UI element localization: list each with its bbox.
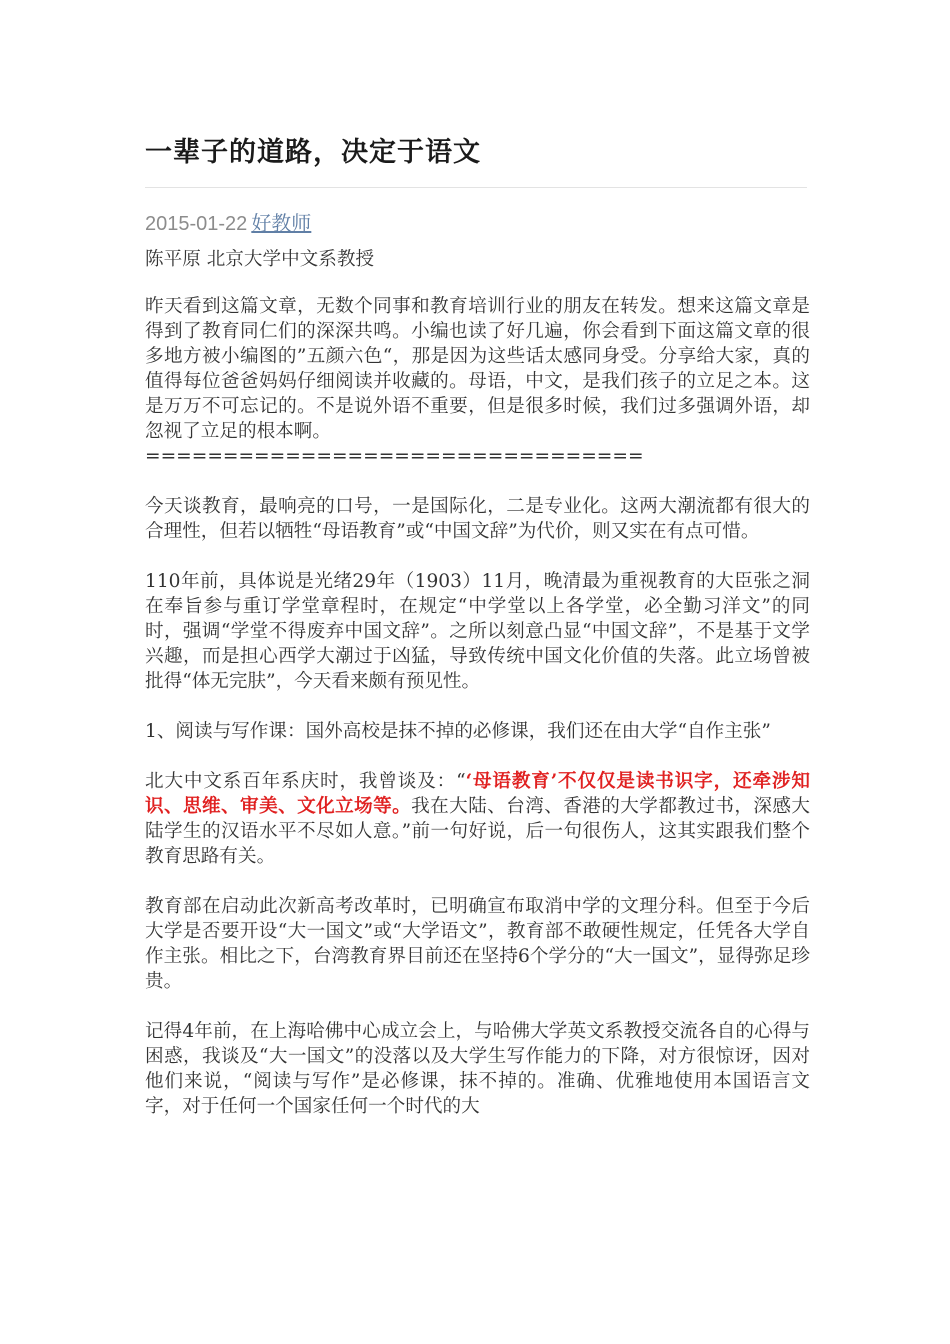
article-title: 一辈子的道路，决定于语文: [145, 137, 481, 168]
section-heading-1: 1、阅读与写作课：国外高校是抹不掉的必修课，我们还在由大学“自作主张”: [145, 721, 771, 742]
publish-date: 2015-01-22: [145, 213, 248, 235]
source-link[interactable]: 好教师: [251, 213, 312, 235]
article-body: [145, 247, 810, 1144]
article-meta: [145, 207, 311, 236]
paragraph-5: 记得4年前，在上海哈佛中心成立会上，与哈佛大学英文系教授交流各自的心得与困惑，我谈及“大一国文”的没落以及大学生写作能力的下降，对方很惊讶，因对他们来说，“阅读与写作”是必修课，抹不掉的。准确、优雅地使用本国语言文字，对于任何一个国家任何一个时代的大: [145, 1021, 810, 1117]
paragraph-3: [145, 769, 810, 869]
paragraph-1: 今天谈教育，最响亮的口号，一是国际化，二是专业化。这两大潮流都有很大的合理性，但若以牺牲“母语教育”或“中国文辞”为代价，则又实在有点可惜。: [145, 496, 810, 542]
title-divider: [145, 187, 807, 188]
highlighted-quote: ‘母语教育’不仅仅是读书识字，还牵涉知识、思维、审美、文化立场等。: [145, 771, 810, 817]
separator-line: ================================: [145, 446, 644, 467]
paragraph-2: 110年前，具体说是光绪29年（1903）11月，晚清最为重视教育的大臣张之洞在奉旨参与重订学堂章程时，在规定“中学堂以上各学堂，必全勤习洋文”的同时，强调“学堂不得废弃中国文辞”。之所以刻意凸显“中国文辞”，不是基于文学兴趣，而是担心西学大潮过于凶猛，导致传统中国文化价值的失落。此立场曾被批得“体无完肤”，今天看来颇有预见性。: [145, 571, 810, 692]
author-line: 陈平原 北京大学中文系教授: [145, 249, 375, 270]
paragraph-3-lead: 北大中文系百年系庆时，我曾谈及：“: [145, 771, 466, 792]
paragraph-4: 教育部在启动此次新高考改革时，已明确宣布取消中学的文理分科。但至于今后大学是否要开设“大一国文”或“大学语文”，教育部不敢硬性规定，任凭各大学自作主张。相比之下，台湾教育界目前还在坚持6个学分的“大一国文”，显得弥足珍贵。: [145, 896, 810, 992]
paragraph-3-rest: 我在大陆、台湾、香港的大学都教过书，深感大陆学生的汉语水平不尽如人意。”前一句好说，后一句很伤人，这其实跟我们整个教育思路有关。: [145, 796, 810, 867]
intro-paragraph: [145, 294, 810, 469]
intro-text: 昨天看到这篇文章，无数个同事和教育培训行业的朋友在转发。想来这篇文章是得到了教育同仁们的深深共鸣。小编也读了好几遍，你会看到下面这篇文章的很多地方被小编图的”五颜六色“，那是因为这些话太感同身受。分享给大家，真的值得每位爸爸妈妈仔细阅读并收藏的。母语，中文，是我们孩子的立足之本。这是万万不可忘记的。不是说外语不重要，但是很多时候，我们过多强调外语，却忽视了立足的根本啊。: [145, 296, 810, 442]
